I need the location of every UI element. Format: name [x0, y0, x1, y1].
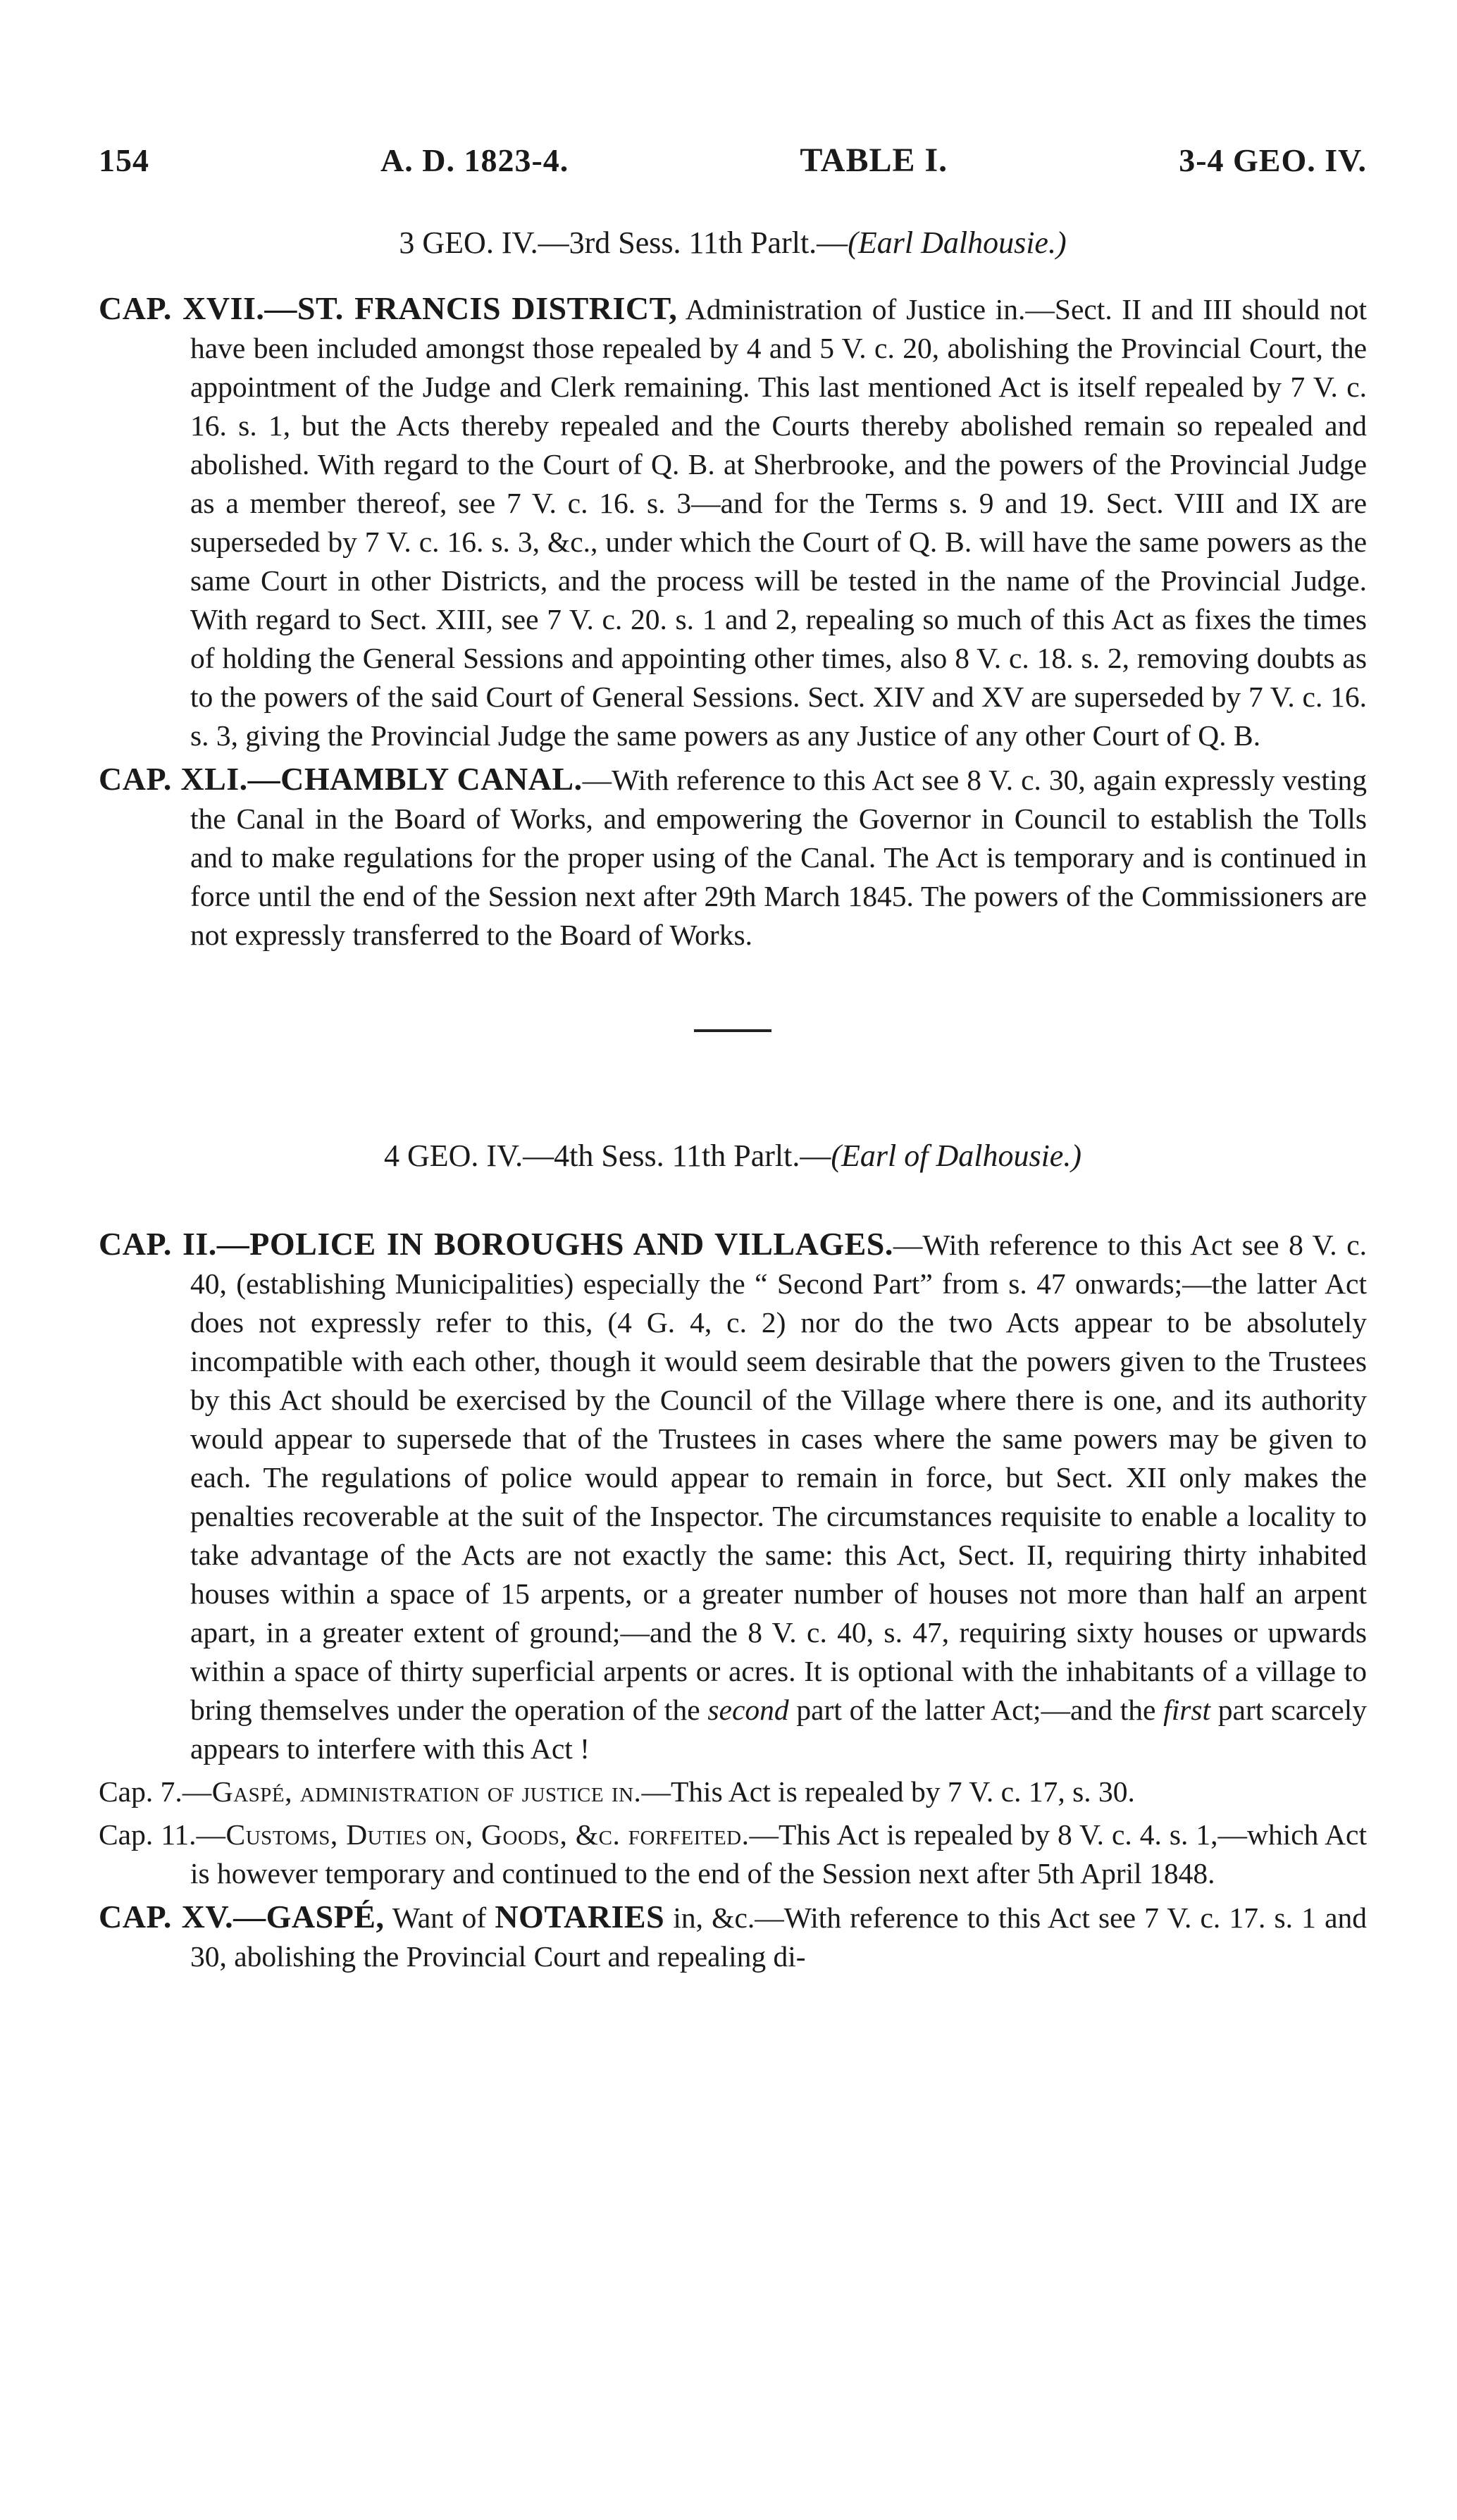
entry-cap-xvii	[99, 289, 1367, 755]
cap-body: —This Act is repealed by 7 V. c. 17, s. 30.	[641, 1775, 1135, 1808]
cap-title: CAP. XV.—GASPÉ,	[99, 1899, 385, 1935]
cap-title: —Gaspé, administration of justice in.	[182, 1775, 642, 1808]
cap-title: CAP. XVII.—ST. FRANCIS DISTRICT,	[99, 290, 678, 326]
cap-title: —Customs, Duties on, Goods, &c. forfeited.	[196, 1818, 750, 1851]
cap-prefix: Cap. 11.	[99, 1818, 197, 1851]
cap-body-cont: part of the latter Act;—and the	[788, 1694, 1164, 1726]
session-heading-3-geo-iv	[99, 225, 1367, 261]
italic-word: second	[707, 1694, 789, 1726]
book-page	[99, 141, 1367, 1980]
cap-body: —This Act is repealed by 8 V. c. 4. s. 1,—which Act is however temporary and continued to the end of the Session next after 5th April 1848.	[190, 1818, 1368, 1889]
governor-name: (Earl Dalhousie.)	[848, 225, 1067, 260]
reign-label: 3-4 GEO. IV.	[1179, 142, 1367, 178]
date-range: A. D. 1823-4.	[380, 142, 569, 178]
cap-title-2: NOTARIES	[495, 1899, 665, 1935]
governor-name: (Earl of Dalhousie.)	[831, 1138, 1081, 1173]
cap-body: Administration of Justice in.—Sect. II and III should not have been included amongst those repealed by 4 and 5 V. c. 20, abolishing the Provincial Court, the appointment of the Judge and Clerk remaining. This last mentioned Act is itself repealed by 7 V. c. 16. s. 1, but the Acts thereby repealed and the Courts thereby abolished remain so repealed and abolished. With regard to the Court of Q. B. at Sherbrooke, and the powers of the Provincial Judge as a member thereof, see 7 V. c. 16. s. 3—and for the Terms s. 9 and 19. Sect. VIII and IX are superseded by 7 V. c. 16. s. 3, &c., under which the Court of Q. B. will have the same powers as the same Court in other Districts, and the process will be tested in the name of the Provincial Judge. With regard to Sect. XIII, see 7 V. c. 20. s. 1 and 2, repealing so much of this Act as fixes the times of holding the General Sessions and appointing other times, also 8 V. c. 18. s. 2, removing doubts as to the powers of the said Court of General Sessions. Sect. XIV and XV are superseded by 7 V. c. 16. s. 3, giving the Provincial Judge the same powers as any Justice of any other Court of Q. B.	[190, 293, 1367, 752]
italic-word: first	[1163, 1694, 1211, 1726]
entry-cap-xv	[99, 1897, 1367, 1976]
session-text: 4 GEO. IV.—4th Sess. 11th Parlt.—	[384, 1138, 831, 1173]
section-divider	[694, 1029, 771, 1032]
entry-cap-ii	[99, 1224, 1367, 1768]
entry-cap-xli	[99, 759, 1367, 955]
page-number: 154	[99, 142, 149, 178]
cap-title: CAP. II.—POLICE IN BOROUGHS AND VILLAGES.	[99, 1226, 893, 1262]
cap-body: —With reference to this Act see 8 V. c. 30, again expressly vesting the Canal in the Board of Works, and empowering the Governor in Council to establish the Tolls and to make regulations for the proper using of the Canal. The Act is temporary and is continued in force until the end of the Session next after 29th March 1845. The powers of the Commissioners are not expressly transferred to the Board of Works.	[190, 764, 1368, 951]
table-title: TABLE I.	[800, 142, 948, 179]
running-head	[99, 141, 1367, 180]
cap-middle: Want of	[384, 1901, 495, 1934]
entry-cap-7	[99, 1773, 1367, 1811]
cap-body-end: part scarcely appears to interfere with this Act !	[190, 1694, 1367, 1765]
cap-prefix: Cap. 7.	[99, 1775, 182, 1808]
cap-body: in, &c.—With reference to this Act see 7 V. c. 17. s. 1 and 30, abolishing the Provincial Court and repealing di-	[190, 1901, 1367, 1973]
session-text: 3 GEO. IV.—3rd Sess. 11th Parlt.—	[399, 225, 848, 260]
cap-body: —With reference to this Act see 8 V. c. 40, (establishing Municipalities) especially the “ Second Part” from s. 47 onwards;—the latter Act does not expressly refer to this, (4 G. 4, c. 2) nor do the two Acts appear to be absolutely incompatible with each other, though it would seem desirable that the powers given to the Trustees by this Act should be exercised by the Council of the Village where there is one, and its authority would appear to supersede that of the Trustees in cases where the same powers may be given to each. The regulations of police would appear to remain in force, but Sect. XII only makes the penalties recoverable at the suit of the Inspector. The circumstances requisite to enable a locality to take advantage of the Acts are not exactly the same: this Act, Sect. II, requiring thirty inhabited houses within a space of 15 arpents, or a greater number of houses not more than half an arpent apart, in a greater extent of ground;—and the 8 V. c. 40, s. 47, requiring sixty houses or upwards within a space of thirty superficial arpents or acres. It is optional with the inhabitants of a village to bring themselves under the operation of the	[190, 1229, 1368, 1726]
session-heading-4-geo-iv	[99, 1138, 1367, 1174]
entry-cap-11	[99, 1815, 1367, 1893]
cap-title: CAP. XLI.—CHAMBLY CANAL.	[99, 761, 583, 797]
